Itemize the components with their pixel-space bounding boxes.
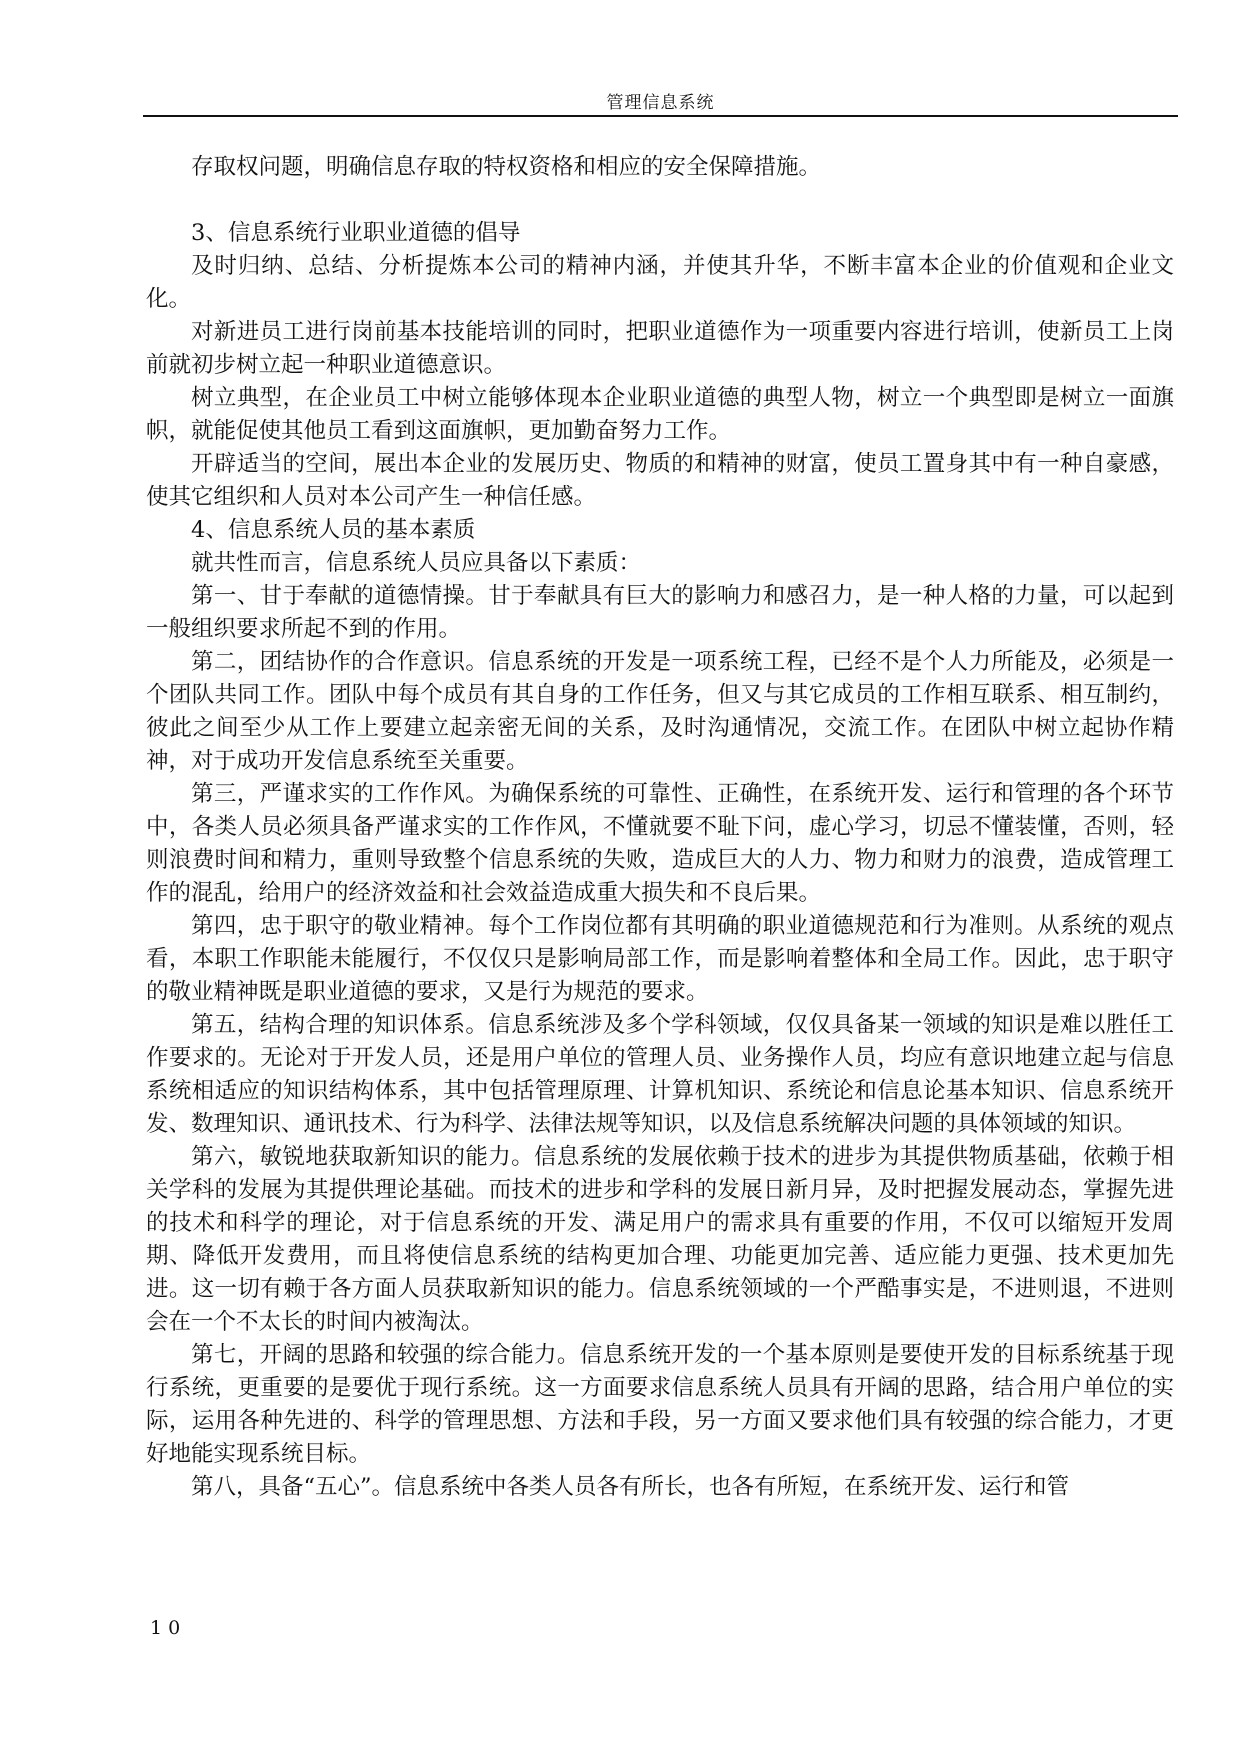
- paragraph: 第三，严谨求实的工作作风。为确保系统的可靠性、正确性，在系统开发、运行和管理的各个环节中，各类人员必须具备严谨求实的工作作风，不懂就要不耻下问，虚心学习，切忌不懂装懂，否则，轻则浪费时间和精力，重则导致整个信息系统的失败，造成巨大的人力、物力和财力的浪费，造成管理工作的混乱，给用户的经济效益和社会效益造成重大损失和不良后果。: [146, 781, 1174, 906]
- document-body: [146, 151, 1174, 1504]
- page-number: 10: [150, 1617, 187, 1639]
- paragraph: 存取权问题，明确信息存取的特权资格和相应的安全保障措施。: [191, 154, 822, 180]
- page-header-title: 管理信息系统: [606, 93, 715, 113]
- paragraph: 第八，具备“五心”。信息系统中各类人员各有所长，也各有所短，在系统开发、运行和管: [191, 1474, 1070, 1500]
- paragraph: 树立典型，在企业员工中树立能够体现本企业职业道德的典型人物，树立一个典型即是树立一面旗帜，就能促使其他员工看到这面旗帜，更加勤奋努力工作。: [146, 385, 1174, 444]
- paragraph: 第五，结构合理的知识体系。信息系统涉及多个学科领域，仅仅具备某一领域的知识是难以胜任工作要求的。无论对于开发人员，还是用户单位的管理人员、业务操作人员，均应有意识地建立起与信息系统相适应的知识结构体系，其中包括管理原理、计算机知识、系统论和信息论基本知识、信息系统开发、数理知识、通讯技术、行为科学、法律法规等知识，以及信息系统解决问题的具体领域的知识。: [146, 1012, 1174, 1137]
- paragraph: 第二，团结协作的合作意识。信息系统的开发是一项系统工程，已经不是个人力所能及，必须是一个团队共同工作。团队中每个成员有其自身的工作任务，但又与其它成员的工作相互联系、相互制约，彼此之间至少从工作上要建立起亲密无间的关系，及时沟通情况，交流工作。在团队中树立起协作精神，对于成功开发信息系统至关重要。: [146, 649, 1174, 774]
- paragraph: 及时归纳、总结、分析提炼本公司的精神内涵，并使其升华，不断丰富本企业的价值观和企业文化。: [146, 253, 1174, 312]
- blank-line: [146, 184, 1174, 217]
- paragraph: 开辟适当的空间，展出本企业的发展历史、物质的和精神的财富，使员工置身其中有一种自豪感，使其它组织和人员对本公司产生一种信任感。: [146, 451, 1174, 510]
- paragraph: 第一、甘于奉献的道德情操。甘于奉献具有巨大的影响力和感召力，是一种人格的力量，可以起到一般组织要求所起不到的作用。: [146, 583, 1174, 642]
- header-divider: [143, 115, 1178, 117]
- paragraph: 第七，开阔的思路和较强的综合能力。信息系统开发的一个基本原则是要使开发的目标系统基于现行系统，更重要的是要优于现行系统。这一方面要求信息系统人员具有开阔的思路，结合用户单位的实际，运用各种先进的、科学的管理思想、方法和手段，另一方面又要求他们具有较强的综合能力，才更好地能实现系统目标。: [146, 1342, 1174, 1467]
- paragraph: 就共性而言，信息系统人员应具备以下素质：: [191, 550, 642, 576]
- paragraph: 对新进员工进行岗前基本技能培训的同时，把职业道德作为一项重要内容进行培训，使新员工上岗前就初步树立起一种职业道德意识。: [146, 319, 1174, 378]
- paragraph: 第六，敏锐地获取新知识的能力。信息系统的发展依赖于技术的进步为其提供物质基础，依赖于相关学科的发展为其提供理论基础。而技术的进步和学科的发展日新月异，及时把握发展动态，掌握先进的技术和科学的理论，对于信息系统的开发、满足用户的需求具有重要的作用，不仅可以缩短开发周期、降低开发费用，而且将使信息系统的结构更加合理、功能更加完善、适应能力更强、技术更加先进。这一切有赖于各方面人员获取新知识的能力。信息系统领域的一个严酷事实是，不进则退，不进则会在一个不太长的时间内被淘汰。: [146, 1144, 1174, 1335]
- section-heading: 4、信息系统人员的基本素质: [191, 517, 476, 543]
- section-heading: 3、信息系统行业职业道德的倡导: [191, 220, 521, 246]
- paragraph: 第四，忠于职守的敬业精神。每个工作岗位都有其明确的职业道德规范和行为准则。从系统的观点看，本职工作职能未能履行，不仅仅只是影响局部工作，而是影响着整体和全局工作。因此，忠于职守的敬业精神既是职业道德的要求，又是行为规范的要求。: [146, 913, 1174, 1005]
